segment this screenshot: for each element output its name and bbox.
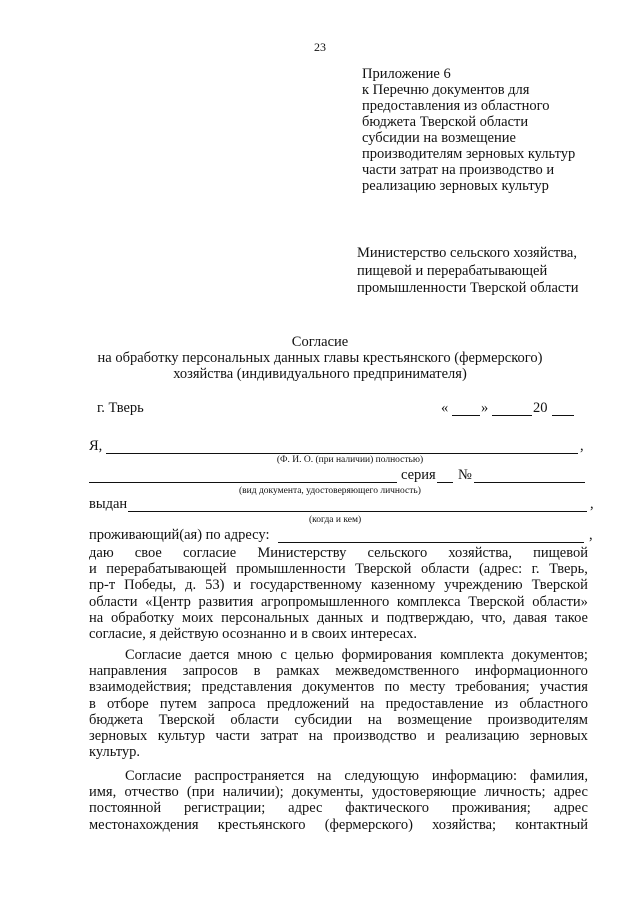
text-line (89, 561, 588, 577)
word: отборе (107, 695, 149, 712)
word: путем (159, 695, 197, 712)
word: документов; (511, 647, 588, 663)
word: на (367, 711, 382, 728)
text-line (89, 647, 588, 663)
word: формирования (341, 647, 433, 663)
word: Согласие (125, 768, 182, 784)
number-field[interactable] (474, 482, 585, 483)
word: запроса (208, 695, 256, 712)
date-month-blank[interactable] (492, 415, 532, 416)
word: комплекта (440, 647, 504, 663)
word: сельского (367, 545, 428, 561)
word: подтверждаю, (386, 609, 474, 626)
word: мною (237, 647, 273, 663)
text-line (89, 577, 588, 593)
word: направления (89, 663, 167, 680)
word: на (360, 695, 375, 712)
word: в (89, 695, 96, 712)
word: производство (333, 728, 417, 745)
word: агропромышленного (260, 593, 390, 610)
addressee-line: Министерство сельского хозяйства, (357, 245, 577, 261)
text-line (89, 610, 588, 626)
word: наличии); (222, 784, 284, 801)
word: личность; (484, 784, 546, 801)
word: предложений (266, 695, 350, 712)
address-label: проживающий(ая) по адресу: (89, 527, 270, 543)
date-year-blank[interactable] (552, 415, 574, 416)
word: представления (201, 679, 293, 696)
date-day-blank[interactable] (452, 415, 480, 416)
fio-field[interactable] (106, 453, 578, 454)
word: Победы, (124, 577, 177, 594)
word: Тверской (531, 577, 588, 594)
word: хозяйства, (448, 545, 512, 561)
text-line (89, 545, 588, 561)
word: персональных (221, 609, 310, 626)
word: информационного (474, 663, 588, 680)
word: следующую (344, 768, 419, 784)
word: проживания; (451, 800, 531, 817)
word: зерновых (529, 728, 588, 745)
word: Согласие (125, 647, 182, 663)
word: области» (532, 593, 588, 610)
text-line (89, 768, 588, 784)
date-close-quote: » (481, 400, 489, 416)
text-line (89, 728, 588, 744)
word: согласие (182, 545, 237, 561)
word: Тверь, (549, 561, 588, 578)
word: казенному (370, 577, 436, 594)
word: бюджета (89, 711, 144, 728)
doc-hint: (вид документа, удостоверяющего личность) (239, 486, 421, 496)
word: что, (481, 609, 506, 626)
word: данных (316, 609, 364, 626)
word: контактный (515, 816, 588, 833)
word: рамках (276, 663, 320, 680)
word: адрес (553, 800, 588, 817)
word: в (253, 663, 261, 680)
comma: , (589, 527, 593, 543)
word: пищевой (533, 545, 588, 561)
ya-label: Я, (89, 438, 103, 454)
document-title (0, 334, 640, 382)
paragraph-scope (89, 768, 588, 833)
word: возмещение (397, 711, 473, 728)
word: д. (185, 577, 197, 594)
date-year-prefix: 20 (533, 400, 548, 416)
word: и (371, 609, 379, 626)
word: с (280, 647, 287, 663)
word: государственному (250, 577, 362, 594)
word: субсидии (294, 711, 353, 728)
address-field[interactable] (278, 542, 584, 543)
word: г. (531, 561, 540, 578)
word: месту (409, 679, 446, 696)
word: межведомственного (335, 663, 460, 680)
word: культур (157, 728, 206, 745)
word: «Центр (145, 593, 191, 610)
text-line (89, 594, 588, 610)
text-line (89, 696, 588, 712)
text-line (89, 679, 588, 695)
text-line (89, 712, 588, 728)
word: предоставление (385, 695, 484, 712)
word: отчество (124, 784, 179, 801)
word: Министерству (257, 545, 347, 561)
word: части (215, 728, 250, 745)
word: зерновых (89, 728, 148, 745)
appendix-line: реализацию зерновых культур (362, 178, 549, 194)
word: Тверской (355, 561, 412, 578)
date-open-quote: « (441, 400, 449, 416)
text-line (89, 663, 588, 679)
word: такое (554, 609, 588, 626)
word: 53) (205, 577, 225, 594)
title-line: хозяйства (индивидуального предпринимателя) (173, 366, 467, 382)
word: производителям (487, 711, 588, 728)
word: пр-т (89, 577, 116, 594)
word: на (89, 609, 104, 626)
word: области (230, 711, 279, 728)
word: культур. (89, 744, 141, 761)
word: крестьянского (217, 816, 306, 833)
word: по (384, 679, 400, 696)
word: дается (189, 647, 230, 663)
issued-hint: (когда и кем) (309, 515, 362, 525)
comma: , (590, 496, 594, 512)
word: и (89, 561, 97, 578)
issued-field[interactable] (128, 511, 587, 512)
word: адрес (288, 800, 323, 817)
word: участия (539, 679, 588, 696)
word: моих (181, 609, 214, 626)
word: документы, (291, 784, 364, 801)
word: затрат (260, 728, 299, 745)
word: области (420, 561, 470, 578)
fio-hint: (Ф. И. О. (при наличии) полностью) (276, 455, 424, 465)
word: промышленности (236, 561, 346, 578)
paragraph-purpose (89, 647, 588, 760)
appendix-line: Приложение 6 (362, 66, 451, 82)
appendix-header (362, 66, 575, 194)
comma: , (580, 438, 584, 454)
appendix-line: производителям зерновых культур (362, 146, 576, 162)
word: запросов (182, 663, 238, 680)
title-line: на обработку персональных данных главы крестьянского (фермерского) (97, 350, 543, 366)
appendix-line: субсидии на возмещение (362, 130, 516, 146)
text-line (89, 800, 588, 816)
word: согласие, я действую осознанно и в своих интересах. (89, 626, 417, 643)
word: документов (302, 679, 375, 696)
word: даю (89, 545, 114, 561)
appendix-line: части затрат на производство и (362, 162, 555, 178)
text-line (89, 784, 588, 800)
addressee-line: пищевой и перерабатывающей (357, 262, 548, 279)
text-line (89, 744, 588, 760)
word: перерабатывающей (106, 561, 227, 578)
issued-label: выдан (89, 496, 128, 512)
place-label: г. Тверь (97, 400, 144, 416)
word: из (494, 695, 509, 712)
word: распространяется (194, 768, 305, 784)
word: и (233, 577, 242, 594)
word: обработку (110, 609, 175, 626)
series-field[interactable] (437, 482, 453, 483)
word: (фермерского) (324, 816, 413, 833)
series-label: серия (401, 467, 436, 483)
word: свое (134, 545, 162, 561)
word: (адрес: (478, 561, 523, 578)
document-type-field[interactable] (89, 482, 397, 483)
addressee-block (357, 245, 578, 298)
word: регистрации; (183, 800, 266, 817)
paragraph-consent (89, 545, 588, 642)
word: реализацию (445, 728, 520, 745)
word: адрес (553, 784, 588, 801)
word: области (89, 593, 138, 610)
word: Тверской (158, 711, 215, 728)
word: учреждению (444, 577, 523, 594)
word: давая (513, 609, 548, 626)
word: и (427, 728, 435, 745)
word: местонахождения (89, 816, 199, 833)
title-heading: Согласие (291, 334, 349, 350)
word: требования; (455, 679, 530, 696)
addressee-line: промышленности Тверской области (357, 280, 579, 296)
word: взаимодействия; (89, 679, 192, 696)
appendix-line: к Перечню документов для (362, 82, 530, 98)
number-label: № (458, 467, 472, 483)
word: удостоверяющие (371, 784, 477, 801)
word: целью (294, 647, 334, 663)
word: (при (186, 784, 215, 801)
word: областного (519, 695, 588, 712)
appendix-line: предоставления из областного (362, 98, 550, 114)
word: на (308, 728, 323, 745)
text-line (89, 626, 588, 642)
word: информацию: (431, 768, 517, 784)
page-number: 23 (314, 40, 326, 54)
word: комплекса (396, 593, 461, 610)
word: постоянной (89, 800, 162, 817)
word: фактического (345, 800, 429, 817)
appendix-line: бюджета Тверской области (362, 114, 529, 130)
word: фамилия, (529, 768, 588, 784)
word: Тверской (468, 593, 525, 610)
word: имя, (89, 784, 117, 801)
text-line (89, 817, 588, 833)
word: на (317, 768, 332, 784)
word: хозяйства; (432, 816, 497, 833)
word: развития (198, 593, 254, 610)
